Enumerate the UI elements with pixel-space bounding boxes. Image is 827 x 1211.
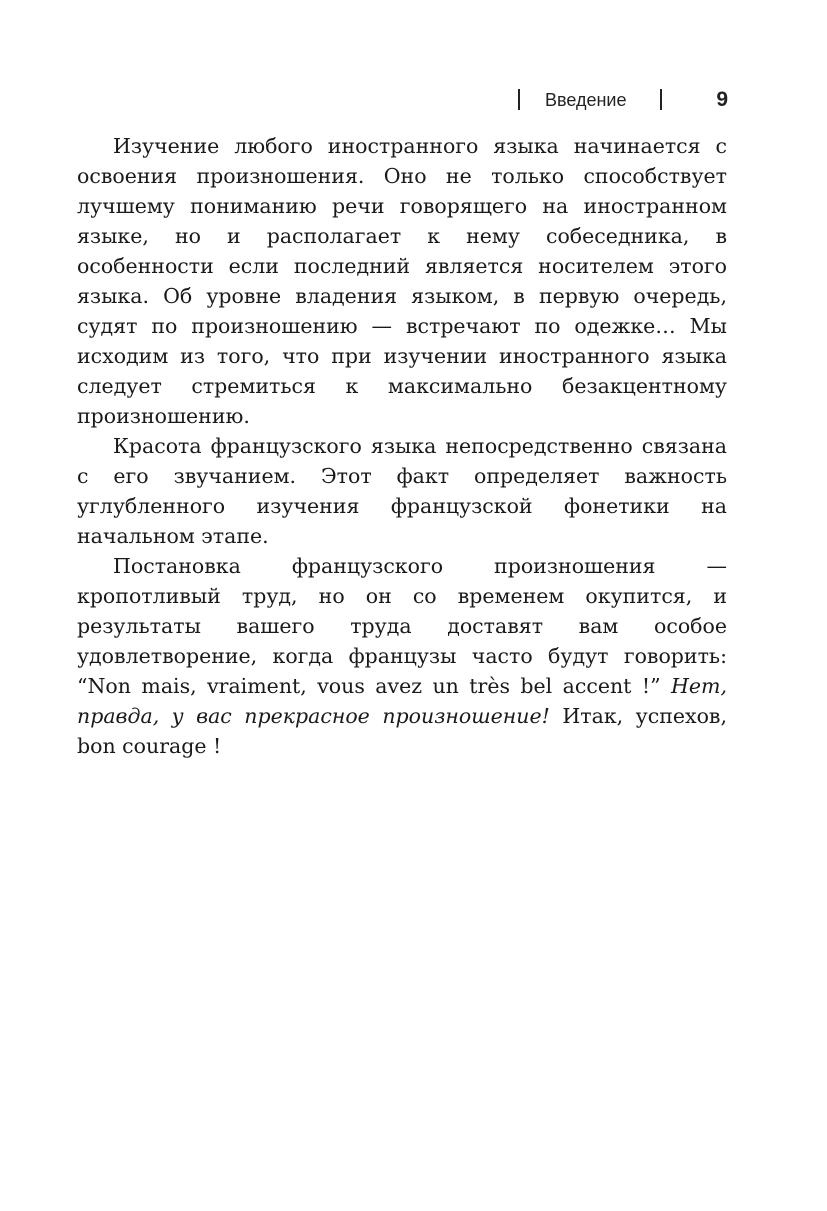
section-title: Введение <box>545 90 627 110</box>
paragraph-3-closing: Итак, успехов, bon courage ! <box>77 704 727 758</box>
header-divider-left <box>518 89 520 110</box>
page-number: 9 <box>716 88 728 111</box>
body-text <box>77 131 727 761</box>
header-divider-right <box>660 89 662 110</box>
running-header <box>518 88 728 112</box>
paragraph-1: Изучение любого иностранного языка начинается с освоения произношения. Оно не только способствует лучшему пониманию речи говорящего на иностранном языке, но и располагает к нему собеседника, в особенности если последний является носителем этого языка. Об уровне владения языком, в первую очередь, судят по произношению — встречают по одежке… Мы исходим из того, что при изучении иностранного языка следует стремиться к максимально безакцентному произношению. <box>77 134 727 428</box>
paragraph-3-italic-translation: Нет, правда, у вас прекрасное произношение! <box>77 674 727 728</box>
paragraph-2: Красота французского языка непосредственно связана с его звучанием. Этот факт определяет важность углубленного изучения французской фонетики на начальном этапе. <box>77 434 727 548</box>
paragraph-3 <box>77 551 727 761</box>
paragraph-3-text: Постановка французского произношения — кропотливый труд, но он со временем окупится, и результаты вашего труда доставят вам особое удовлетворение, когда французы часто будут говорить: “Non mais, vraiment, vous avez un très bel accent !” <box>77 554 727 698</box>
